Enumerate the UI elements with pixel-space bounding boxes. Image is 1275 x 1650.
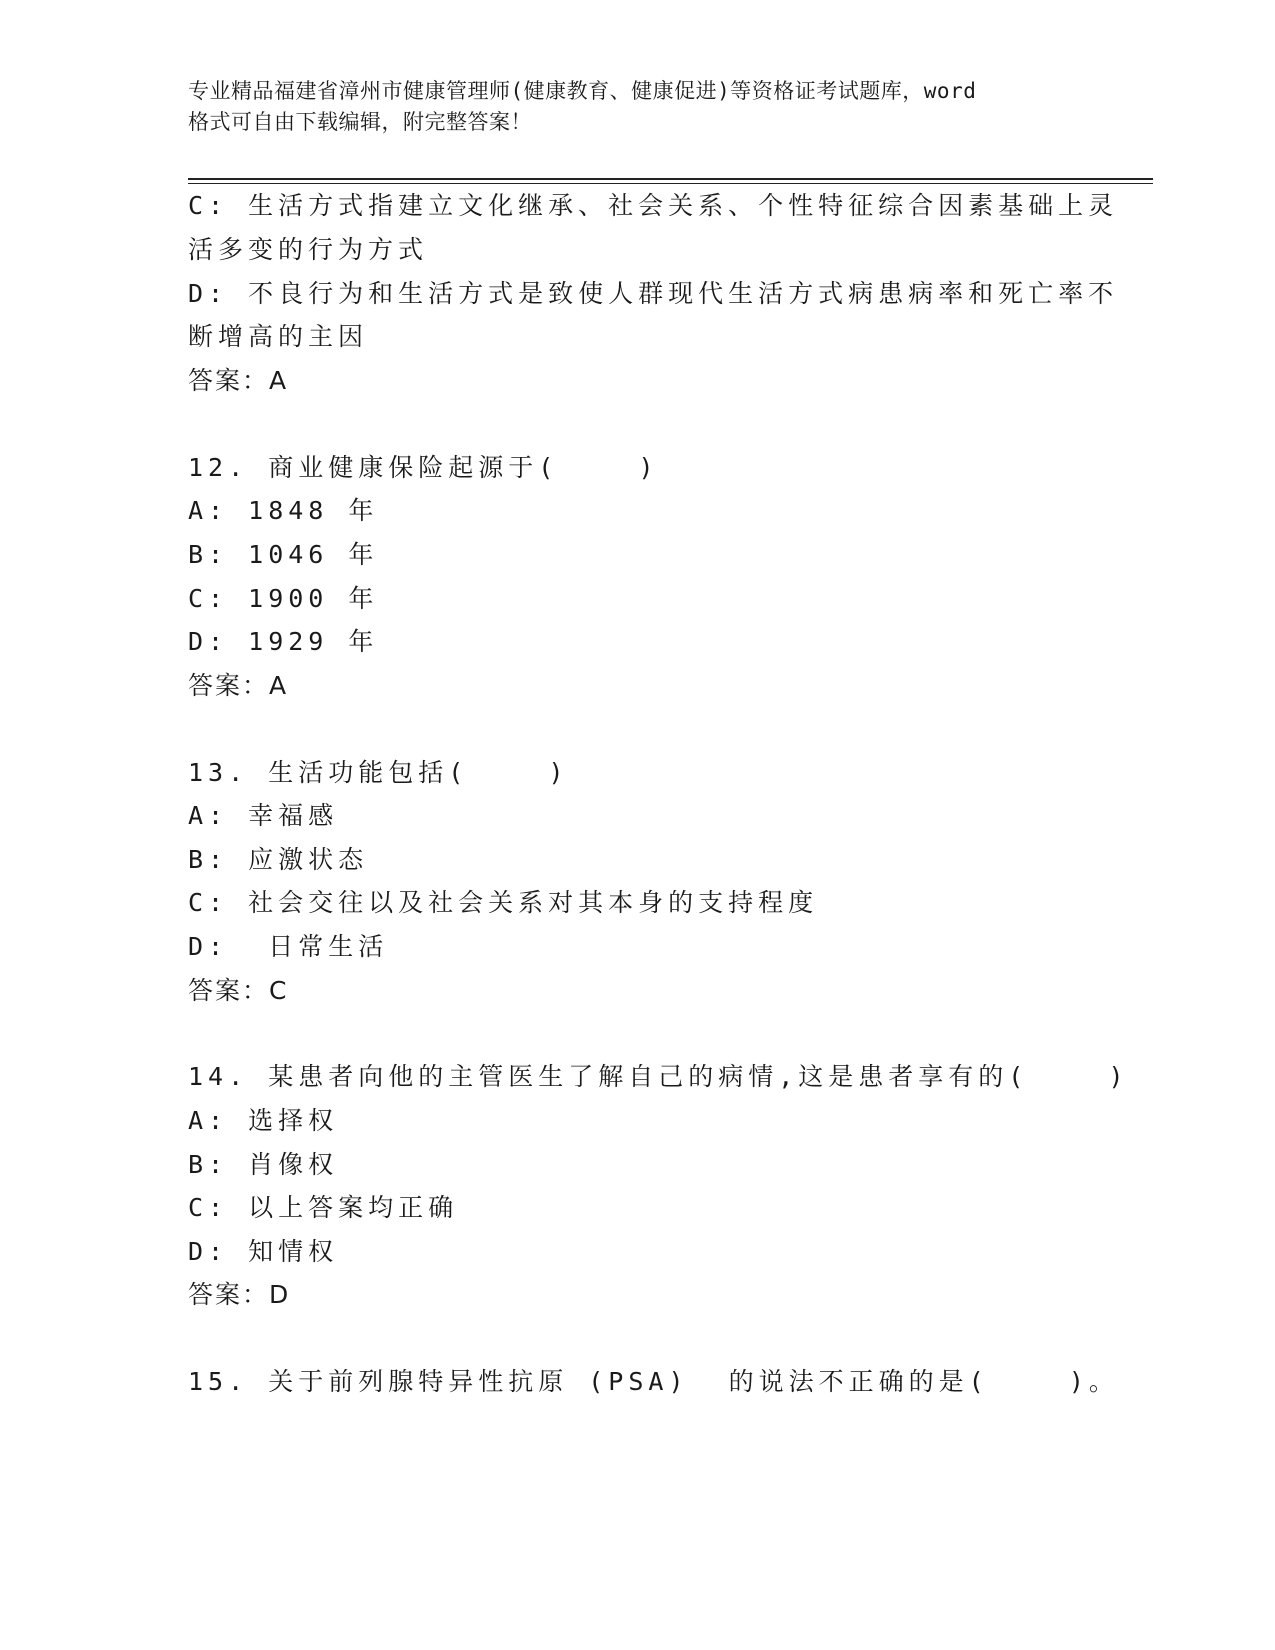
prev-option-d-line-2: 断增高的主因 [188, 322, 369, 351]
question-13-option-b: B: 应激状态 [188, 845, 369, 874]
question-14-option-b: B: 肖像权 [188, 1150, 339, 1179]
prev-option-c-line-1: C: 生活方式指建立文化继承、社会关系、个性特征综合因素基础上灵 [188, 191, 1119, 220]
question-13-option-a: A: 幸福感 [188, 801, 339, 830]
prev-option-d-line-1: D: 不良行为和生活方式是致使人群现代生活方式病患病率和死亡率不 [188, 279, 1119, 308]
question-12-stem: 12. 商业健康保险起源于( ) [188, 453, 659, 482]
question-13-answer: 答案：C [188, 976, 289, 1005]
question-12-option-d: D: 1929 年 [188, 627, 379, 656]
question-12-option-b: B: 1046 年 [188, 540, 379, 569]
prev-answer: 答案：A [188, 366, 289, 395]
question-13-option-c: C: 社会交往以及社会关系对其本身的支持程度 [188, 888, 819, 917]
prev-option-c-line-2: 活多变的行为方式 [188, 235, 429, 264]
header-rule-thin [188, 183, 1153, 184]
question-15-stem: 15. 关于前列腺特异性抗原 (PSA) 的说法不正确的是( )。 [188, 1367, 1119, 1396]
question-12-option-c: C: 1900 年 [188, 584, 379, 613]
question-14-answer: 答案：D [188, 1280, 291, 1309]
question-14-option-c: C: 以上答案均正确 [188, 1193, 459, 1222]
question-12-option-a: A: 1848 年 [188, 496, 379, 525]
document-header [188, 76, 1088, 138]
question-14-stem: 14. 某患者向他的主管医生了解自己的病情,这是患者享有的( ) [188, 1062, 1129, 1091]
question-13-stem: 13. 生活功能包括( ) [188, 758, 569, 787]
question-13-option-d: D: 日常生活 [188, 932, 389, 961]
question-14-option-a: A: 选择权 [188, 1106, 339, 1135]
header-line-2: 格式可自由下载编辑，附完整答案！ [188, 110, 532, 134]
question-14-option-d: D: 知情权 [188, 1237, 339, 1266]
header-rule [188, 178, 1153, 180]
header-line-1: 专业精品福建省漳州市健康管理师(健康教育、健康促进)等资格证考试题库，word [188, 79, 977, 103]
question-12-answer: 答案：A [188, 671, 289, 700]
